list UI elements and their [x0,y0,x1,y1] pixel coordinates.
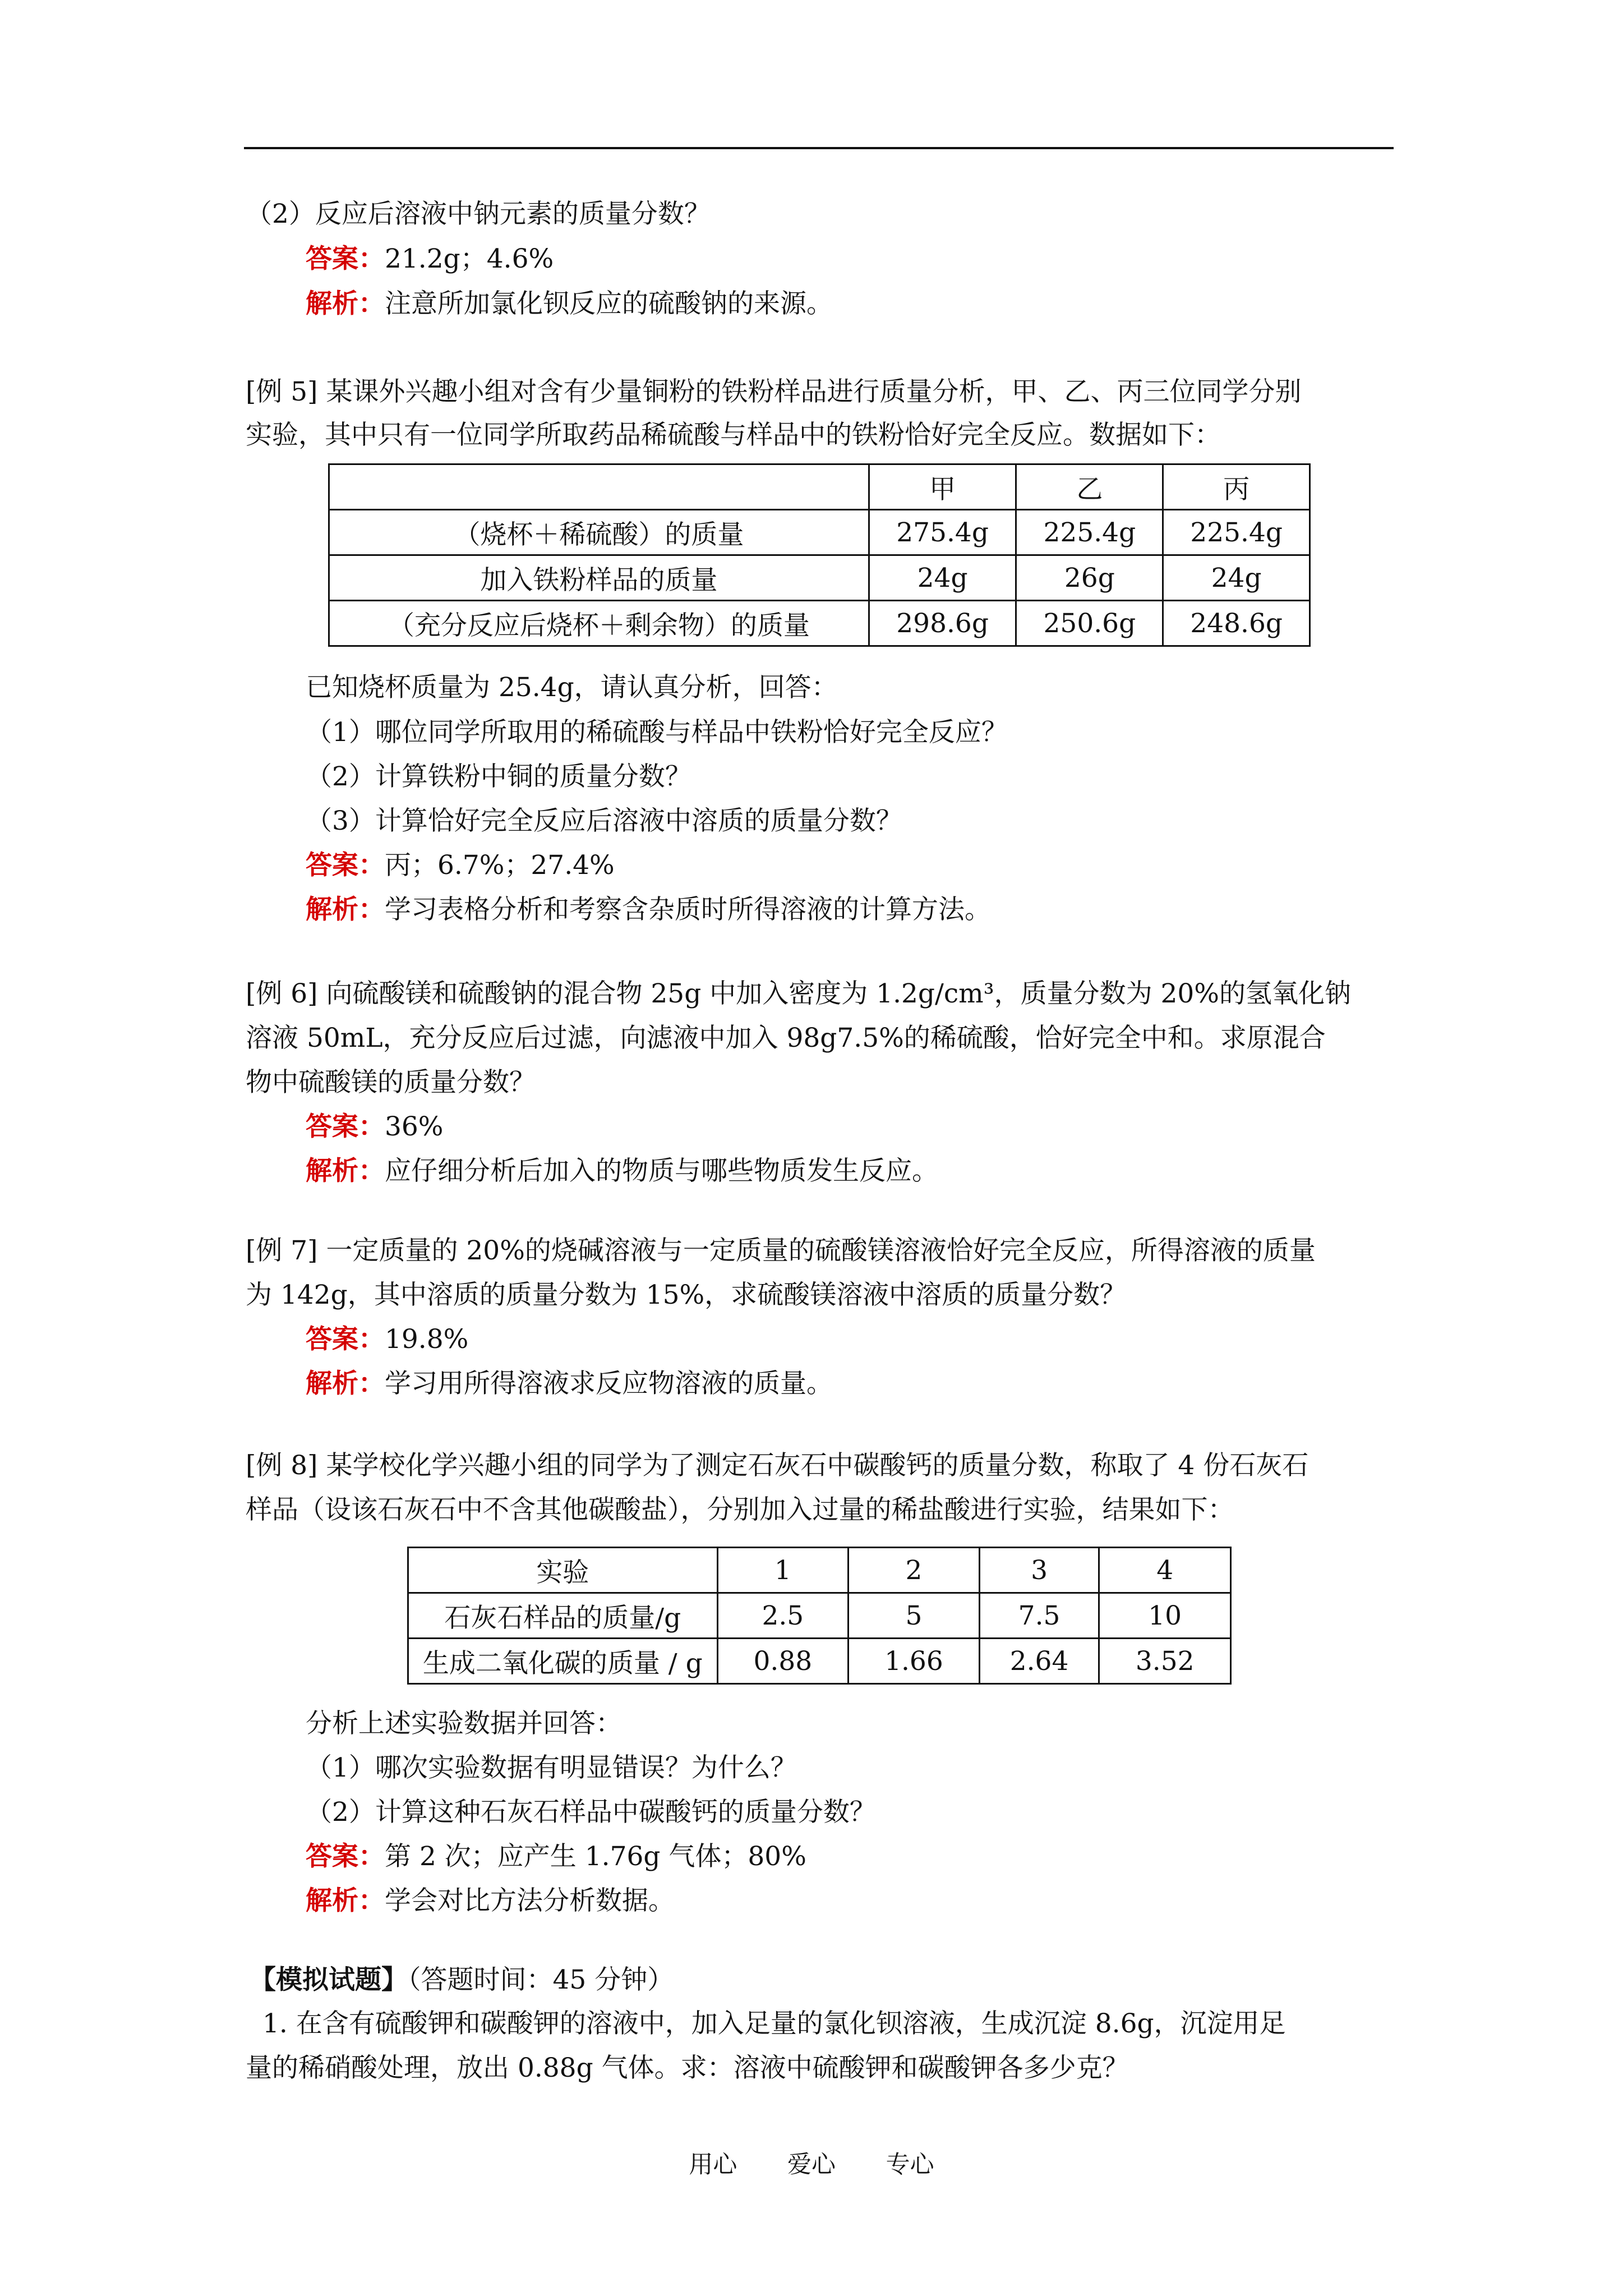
table-cell: 甲 [869,464,1016,510]
explanation-label: 解析： [306,1156,385,1186]
example-7-line-1: [例 7] 一定质量的 20%的烧碱溶液与一定质量的硫酸镁溶液恰好完全反应，所得溶液的质量 [246,1235,1316,1266]
table-cell: 26g [1016,555,1163,601]
test-question-1-line-1: 1. 在含有硫酸钾和碳酸钾的溶液中，加入足量的氯化钡溶液，生成沉淀 8.6g，沉淀用足 [262,2008,1286,2039]
table-cell: 石灰石样品的质量/g [408,1593,718,1639]
example-8-line-1: [例 8] 某学校化学兴趣小组的同学为了测定石灰石中碳酸钙的质量分数，称取了 4 份石灰石 [246,1450,1309,1481]
table-cell: 加入铁粉样品的质量 [329,555,869,601]
section-time: （答题时间：45 分钟） [408,1964,674,1995]
header-rule [244,147,1394,149]
table-cell: 2 [849,1548,980,1593]
table-cell: 3 [979,1548,1099,1593]
example-6-line-1: [例 6] 向硫酸镁和硫酸钠的混合物 25g 中加入密度为 1.2g/cm³，质量分数为 20%的氢氧化钠 [246,978,1351,1009]
table-cell: 2.64 [979,1639,1099,1684]
table-cell [329,464,869,510]
table-cell: （烧杯＋稀硫酸）的质量 [329,510,869,555]
example-5-given: 已知烧杯质量为 25.4g，请认真分析，回答： [306,672,838,703]
explanation-text: 学会对比方法分析数据。 [385,1885,675,1916]
table-cell: 2.5 [717,1593,849,1639]
explanation-label: 解析： [306,1368,385,1399]
table-cell: 250.6g [1016,601,1163,646]
table-cell: 实验 [408,1548,718,1593]
table-cell: 生成二氧化碳的质量 / g [408,1639,718,1684]
explanation-label: 解析： [306,894,385,925]
test-question-1-line-2: 量的稀硝酸处理，放出 0.88g 气体。求：溶液中硫酸钾和碳酸钾各多少克？ [246,2053,1129,2083]
footer-text: 专心 [886,2151,934,2179]
table-row [408,1548,1231,1593]
example-8-question-2: （2）计算这种石灰石样品中碳酸钙的质量分数？ [306,1797,876,1828]
table-row [408,1639,1231,1684]
footer-text: 爱心 [787,2151,836,2179]
answer-label: 答案： [306,1111,385,1142]
table-cell: 0.88 [717,1639,849,1684]
explanation-line [306,1367,833,1401]
table-row [329,555,1310,601]
explanation-line [306,1884,675,1918]
example-8-line-2: 样品（设该石灰石中不含其他碳酸盐），分别加入过量的稀盐酸进行实验，结果如下： [246,1494,1234,1525]
table-cell: 298.6g [869,601,1016,646]
table-cell: 1.66 [849,1639,980,1684]
explanation-text: 学习表格分析和考察含杂质时所得溶液的计算方法。 [385,894,991,925]
table-cell: 1 [717,1548,849,1593]
table-cell: 225.4g [1016,510,1163,555]
answer-line [306,1840,806,1874]
explanation-line [306,893,991,927]
explanation-text: 注意所加氯化钡反应的硫酸钠的来源。 [385,288,833,319]
table-row [329,510,1310,555]
example-5-table [328,463,1311,647]
answer-label: 答案： [306,1841,385,1872]
table-cell: 10 [1099,1593,1231,1639]
explanation-label: 解析： [306,1885,385,1916]
example-6-line-2: 溶液 50mL，充分反应后过滤，向滤液中加入 98g7.5%的稀硫酸，恰好完全中和。求原混合 [246,1023,1326,1053]
table-cell: （充分反应后烧杯＋剩余物）的质量 [329,601,869,646]
answer-label: 答案： [306,243,385,274]
table-row [329,601,1310,646]
explanation-line [306,287,833,321]
example-5-question-1: （1）哪位同学所取用的稀硫酸与样品中铁粉恰好完全反应？ [306,717,1008,748]
table-cell: 7.5 [979,1593,1099,1639]
explanation-line [306,1154,938,1188]
table-cell: 3.52 [1099,1639,1231,1684]
answer-text: 第 2 次；应产生 1.76g 气体；80% [385,1841,806,1872]
example-5-question-3: （3）计算恰好完全反应后溶液中溶质的质量分数？ [306,806,902,836]
table-cell: 4 [1099,1548,1231,1593]
table-row [408,1593,1231,1639]
page-footer [0,2146,1623,2180]
example-6-line-3: 物中硫酸镁的质量分数？ [246,1067,536,1098]
footer-text: 用心 [689,2151,737,2179]
table-cell: 225.4g [1163,510,1310,555]
question-line: （2）反应后溶液中钠元素的质量分数？ [246,199,711,229]
table-cell: 248.6g [1163,601,1310,646]
example-5-line-2: 实验，其中只有一位同学所取药品稀硫酸与样品中的铁粉恰好完全反应。数据如下： [246,420,1221,450]
example-5-question-2: （2）计算铁粉中铜的质量分数？ [306,761,691,792]
explanation-text: 应仔细分析后加入的物质与哪些物质发生反应。 [385,1156,938,1186]
example-7-line-2: 为 142g，其中溶质的质量分数为 15%，求硫酸镁溶液中溶质的质量分数？ [246,1280,1127,1310]
answer-text: 19.8% [385,1324,469,1355]
answer-text: 丙；6.7%；27.4% [385,850,615,881]
answer-label: 答案： [306,850,385,881]
example-8-prompt: 分析上述实验数据并回答： [306,1708,622,1739]
explanation-label: 解析： [306,288,385,319]
table-cell: 24g [869,555,1016,601]
explanation-text: 学习用所得溶液求反应物溶液的质量。 [385,1368,833,1399]
answer-line [306,849,615,882]
answer-label: 答案： [306,1324,385,1355]
example-8-question-1: （1）哪次实验数据有明显错误？为什么？ [306,1752,797,1783]
table-row [329,464,1310,510]
example-5-line-1: [例 5] 某课外兴趣小组对含有少量铜粉的铁粉样品进行质量分析，甲、乙、丙三位同学分别 [246,376,1302,407]
answer-line [306,1323,468,1356]
table-cell: 丙 [1163,464,1310,510]
table-cell: 24g [1163,555,1310,601]
example-8-table [407,1547,1232,1685]
table-cell: 5 [849,1593,980,1639]
answer-line [306,242,554,276]
section-heading [250,1963,674,1997]
answer-line [306,1110,443,1144]
table-cell: 275.4g [869,510,1016,555]
table-cell: 乙 [1016,464,1163,510]
answer-text: 36% [385,1111,444,1142]
section-title: 【模拟试题】 [250,1964,408,1995]
answer-text: 21.2g；4.6% [385,243,554,274]
